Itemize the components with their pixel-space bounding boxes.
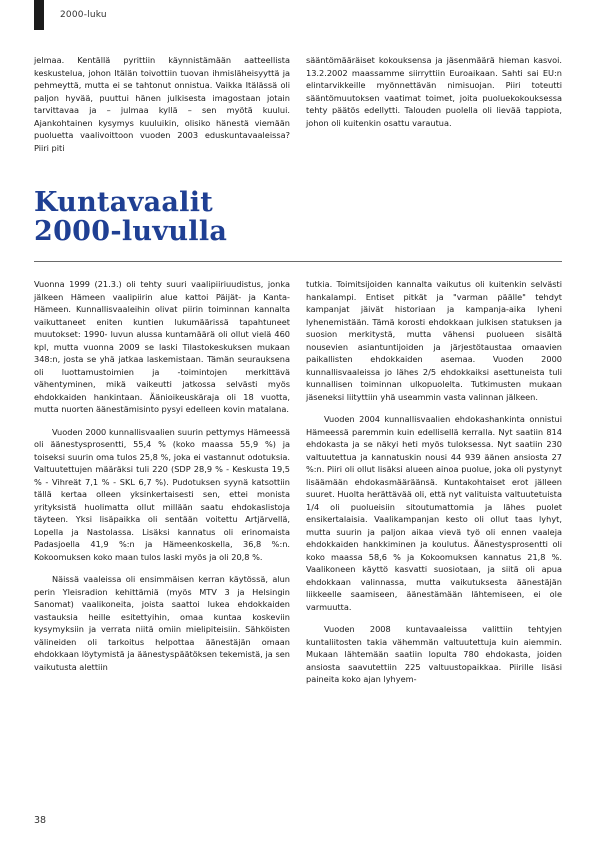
paragraph: jelmaa. Kentällä pyrittiin käynnistämään aatteellista keskustelua, johon Itälän toivottiin tuovan ihmisläheisyyttä ja pehmeyttä, mutta ei se tahtonut onnistua. Vaikka Itälässä oli paljon hyvää, puuttui hänen julkisesta imagostaan jotain tarvittavaa ja – julmaa kyllä – sen myötä kuului. Ajankohtainen kysymys kuuluikin, olisiko hänestä viemään puoluetta vaalivoittoon vuoden 2003 eduskuntavaaleissa? Piiri piti <box>34 55 290 153</box>
page-number: 38 <box>34 815 47 826</box>
headline-line-2: 2000-luvulla <box>34 216 228 247</box>
header-tab-marker <box>34 0 44 30</box>
headline-line-1: Kuntavaalit <box>34 187 214 218</box>
paragraph: Vuoden 2004 kunnallisvaalien ehdokashankinta onnistui Hämeessä paremmin kuin edellisellä kerralla. Nyt saatiin 814 ehdokasta ja se näkyi heti myös tuloksessa. Nyt saatiin 230 valtuutettua ja kannatuskin nousi 44 939 äänen ansiosta 27 %:n. Piiri oli ollut lisäksi alueen ainoa puolue, joka oli pystynyt lisäämään ehdokasmääräänsä. Kuntakohtaiset erot jälleen suuret. Huolta herättävää oli, että nyt valituista valtuutetuista 1/4 oli puolueisiin sitoutumattomia ja lähes puolet ensikertalaisia. Vaalikampanjan kesto oli ollut taas lyhyt, mutta suurin ja paljon aikaa vievä työ oli ennen vaaleja ehdokkaiden hankkiminen ja koulutus. Äänestysprosentti oli koko maassa 58,6 % ja Kokoomuksen kannatus 21,8 %. Vaalikoneen käyttö kasvatti suosiotaan, ja siitä oli apua ehdokkaan valinnassa, mutta vaikutuksesta äänestäjän liikkeelle saamiseen, äänestämään lähtemiseen, ei ole varmuutta. <box>306 414 562 612</box>
continued-text-right <box>306 54 562 129</box>
article-column-right <box>306 278 562 686</box>
paragraph: tutkia. Toimitsijoiden kannalta vaikutus oli kuitenkin selvästi hankalampi. Entiset pitkät ja "varman päälle" tehdyt kampanjat jäivät historiaan ja kampanja-aika lyheni lyhenemistään. Tämä korosti ehdokkaan julkisen statuksen ja suosion merkitystä, mutta vähensi puolueen sisältä nousevien asiantuntijoiden ja järjestötaustaa omaavien paikallisten ehdokkaiden asemaa. Vuoden 2000 kunnallisvaaleissa jo lähes 2/5 ehdokkaiksi asettuneista tuli kunnallisen toiminnan ulkopuolelta. Tutkimusten mukaan jäseneksi liityttiin yhä useammin vasta valinnan jälkeen. <box>306 279 562 402</box>
article-column-left <box>34 278 290 673</box>
running-head: 2000-luku <box>60 10 107 20</box>
article-headline <box>34 188 227 246</box>
headline-divider <box>34 261 562 262</box>
continued-text-left <box>34 54 290 154</box>
paragraph: Vuoden 2000 kunnallisvaalien suurin pettymys Hämeessä oli äänestysprosentti, 55,4 % (koko maassa 55,9 %) ja toiseksi suurin oma tulos 25,8 %, joka ei vastannut odotuksia. Valtuutettujen määräksi tuli 220 (SDP 28,9 % - Keskusta 19,5 % - Vihreät 7,1 % - SKL 6,7 %). Pudotuksen syynä katsottiin tällä kertaa olleen yksinkertaisesti sen, ettei monista yrityksistä huolimatta ollut millään saatu ehdokaslistoja täyteen. Yksi lisäpaikka oli sentään voitettu Artjärvellä, Lopella ja Nastolassa. Lisäksi kannatus oli erinomaista Padasjoella 41,9 %:n ja Hämeenkoskella, 36,8 %:n. Kokoomuksen koko maan tulos laski myös ja oli 20,8 %. <box>34 426 290 562</box>
paragraph: Näissä vaaleissa oli ensimmäisen kerran käytössä, alun perin Yleisradion kehittämiä (myös MTV 3 ja Helsingin Sanomat) vaalikoneita, joista saattoi lukea ehdokkaiden vastauksia heille esitettyihin, omaa kuntaa koskeviin kysymyksiin ja verrata niitä omiin mielipiteisiin. Sähköisten välineiden oli tarkoitus helpottaa äänestäjän omaan ehdokkaan löytymistä ja äänestyspäätöksen tekemistä, ja sen vaikutusta alettiin <box>34 574 290 672</box>
paragraph: Vuoden 2008 kuntavaaleissa valittiin tehtyjen kuntaliitosten takia vähemmän valtuutettuja kuin aiemmin. Mukaan lähtemään saatiin lopulta 780 ehdokasta, joiden ansiosta saavutettiin 225 valtuustopaikkaa. Piirille lisäsi paineita koko ajan lyhyem- <box>306 624 562 684</box>
paragraph: Vuonna 1999 (21.3.) oli tehty suuri vaalipiiriuudistus, jonka jälkeen Hämeen vaalipiirin alue kattoi Päijät- ja Kanta-Hämeen. Kunnallisvaaleihin olivat piirin toiminnan kannalta vaikuttaneet eniten kuntien lukumäärissä tapahtuneet muutokset: 1990- luvun alussa kuntamäärä oli ollut vielä 460 kpl, mutta vuonna 2009 se laski Tilastokeskuksen mukaan 348:n, josta se yhä jatkaa laskemistaan. Tämän seurauksena oli luottamustoimien ja -toimintojen merkittävä vähentyminen, mikä vaikeutti jatkossa selvästi myös ehdokkaiden hankintaan. Äänioikeuskäraja oli 18 vuotta, mutta nuorten äänestämisinto pysyi edelleen kovin matalana. <box>34 279 290 414</box>
paragraph: sääntömääräiset kokouksensa ja jäsenmäärä hieman kasvoi. 13.2.2002 maassamme siirryttiin Euroaikaan. Sahti sai EU:n elintarvikkeille myönnettävän nimisuojan. Piiri toteutti sääntömuutoksen vaatimat toimet, joita puoluekokouksessa tehty päätös edellytti. Talouden puolella oli lievää tappiota, johon oli kuitenkin osattu varautua. <box>306 55 562 128</box>
